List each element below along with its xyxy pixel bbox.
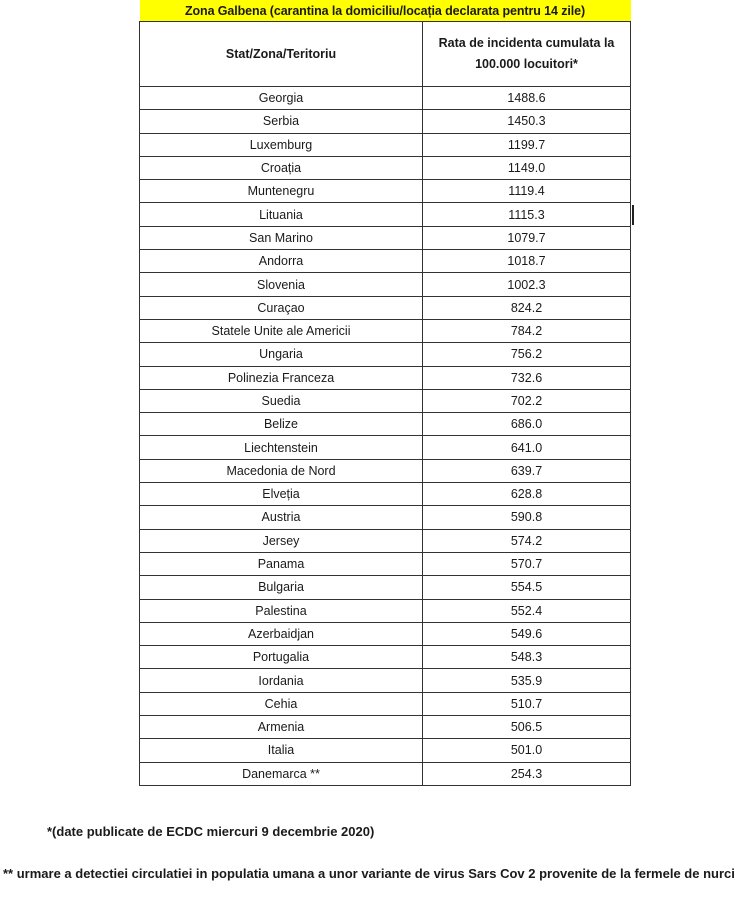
rate-cell: 1002.3 <box>423 273 631 296</box>
country-cell: Slovenia <box>140 273 423 296</box>
rate-cell: 506.5 <box>423 716 631 739</box>
table-row <box>140 156 631 179</box>
footnote-ecdc-date: *(date publicate de ECDC miercuri 9 decembrie 2020) <box>47 824 375 839</box>
rate-cell: 1018.7 <box>423 250 631 273</box>
table-row <box>140 203 631 226</box>
country-cell: Austria <box>140 506 423 529</box>
country-cell: Georgia <box>140 87 423 110</box>
footnote-denmark-mink: ** urmare a detectiei circulatiei in populatia umana a unor variante de virus Sars Cov 2 provenite de la fermele de nurci <box>3 866 735 881</box>
country-cell: Liechtenstein <box>140 436 423 459</box>
rate-cell: 784.2 <box>423 319 631 342</box>
rate-cell: 590.8 <box>423 506 631 529</box>
country-cell: Bulgaria <box>140 576 423 599</box>
country-cell: Jersey <box>140 529 423 552</box>
table-row <box>140 296 631 319</box>
country-cell: Polinezia Franceza <box>140 366 423 389</box>
table-header-row <box>140 22 631 87</box>
column-header-rate-line1: Rata de incidenta cumulata la <box>438 36 615 50</box>
country-cell: Statele Unite ale Americii <box>140 319 423 342</box>
country-cell: Andorra <box>140 250 423 273</box>
rate-cell: 732.6 <box>423 366 631 389</box>
country-cell: Iordania <box>140 669 423 692</box>
rate-cell: 639.7 <box>423 459 631 482</box>
rate-cell: 1149.0 <box>423 156 631 179</box>
yellow-zone-table <box>139 0 631 786</box>
table-row <box>140 319 631 342</box>
table-row <box>140 669 631 692</box>
table-row <box>140 552 631 575</box>
table-row <box>140 762 631 785</box>
rate-cell: 756.2 <box>423 343 631 366</box>
country-cell: Curaçao <box>140 296 423 319</box>
table-title: Zona Galbena (carantina la domiciliu/locația declarata pentru 14 zile) <box>140 0 631 22</box>
table-row <box>140 506 631 529</box>
rate-cell: 548.3 <box>423 646 631 669</box>
rate-cell: 574.2 <box>423 529 631 552</box>
column-header-rate <box>423 22 631 87</box>
table-row <box>140 529 631 552</box>
rate-cell: 552.4 <box>423 599 631 622</box>
country-cell: Elveția <box>140 483 423 506</box>
table-row <box>140 180 631 203</box>
table-row <box>140 250 631 273</box>
column-header-name: Stat/Zona/Teritoriu <box>140 22 423 87</box>
country-cell: Cehia <box>140 692 423 715</box>
country-cell: Luxemburg <box>140 133 423 156</box>
rate-cell: 535.9 <box>423 669 631 692</box>
rate-cell: 1119.4 <box>423 180 631 203</box>
rate-cell: 254.3 <box>423 762 631 785</box>
country-cell: Serbia <box>140 110 423 133</box>
country-cell: Italia <box>140 739 423 762</box>
rate-cell: 1115.3 <box>423 203 631 226</box>
rate-cell: 824.2 <box>423 296 631 319</box>
rate-cell: 554.5 <box>423 576 631 599</box>
table-row <box>140 87 631 110</box>
country-cell: Croația <box>140 156 423 179</box>
table-row <box>140 436 631 459</box>
table-row <box>140 133 631 156</box>
table-title-row <box>140 0 631 22</box>
table-body <box>140 87 631 786</box>
country-cell: Lituania <box>140 203 423 226</box>
rate-cell: 1199.7 <box>423 133 631 156</box>
table-row <box>140 343 631 366</box>
table-row <box>140 389 631 412</box>
country-cell: Palestina <box>140 599 423 622</box>
table-row <box>140 599 631 622</box>
rate-cell: 702.2 <box>423 389 631 412</box>
rate-cell: 641.0 <box>423 436 631 459</box>
country-cell: Belize <box>140 413 423 436</box>
table-row <box>140 646 631 669</box>
table-row <box>140 226 631 249</box>
country-cell: Suedia <box>140 389 423 412</box>
rate-cell: 686.0 <box>423 413 631 436</box>
table-row <box>140 716 631 739</box>
text-cursor-mark <box>632 205 634 225</box>
rate-cell: 501.0 <box>423 739 631 762</box>
country-cell: Ungaria <box>140 343 423 366</box>
country-cell: Muntenegru <box>140 180 423 203</box>
rate-cell: 570.7 <box>423 552 631 575</box>
rate-cell: 549.6 <box>423 622 631 645</box>
country-cell: Armenia <box>140 716 423 739</box>
country-cell: Macedonia de Nord <box>140 459 423 482</box>
table-row <box>140 413 631 436</box>
table-row <box>140 576 631 599</box>
country-cell: San Marino <box>140 226 423 249</box>
country-cell: Azerbaidjan <box>140 622 423 645</box>
country-cell: Portugalia <box>140 646 423 669</box>
rate-cell: 1079.7 <box>423 226 631 249</box>
rate-cell: 1488.6 <box>423 87 631 110</box>
table-row <box>140 110 631 133</box>
table-row <box>140 273 631 296</box>
table-row <box>140 692 631 715</box>
table-row <box>140 483 631 506</box>
rate-cell: 628.8 <box>423 483 631 506</box>
rate-cell: 510.7 <box>423 692 631 715</box>
rate-cell: 1450.3 <box>423 110 631 133</box>
country-cell: Danemarca ** <box>140 762 423 785</box>
table-row <box>140 366 631 389</box>
column-header-rate-line2: 100.000 locuitori* <box>475 57 578 71</box>
table-row <box>140 622 631 645</box>
country-cell: Panama <box>140 552 423 575</box>
table-row <box>140 739 631 762</box>
table-row <box>140 459 631 482</box>
